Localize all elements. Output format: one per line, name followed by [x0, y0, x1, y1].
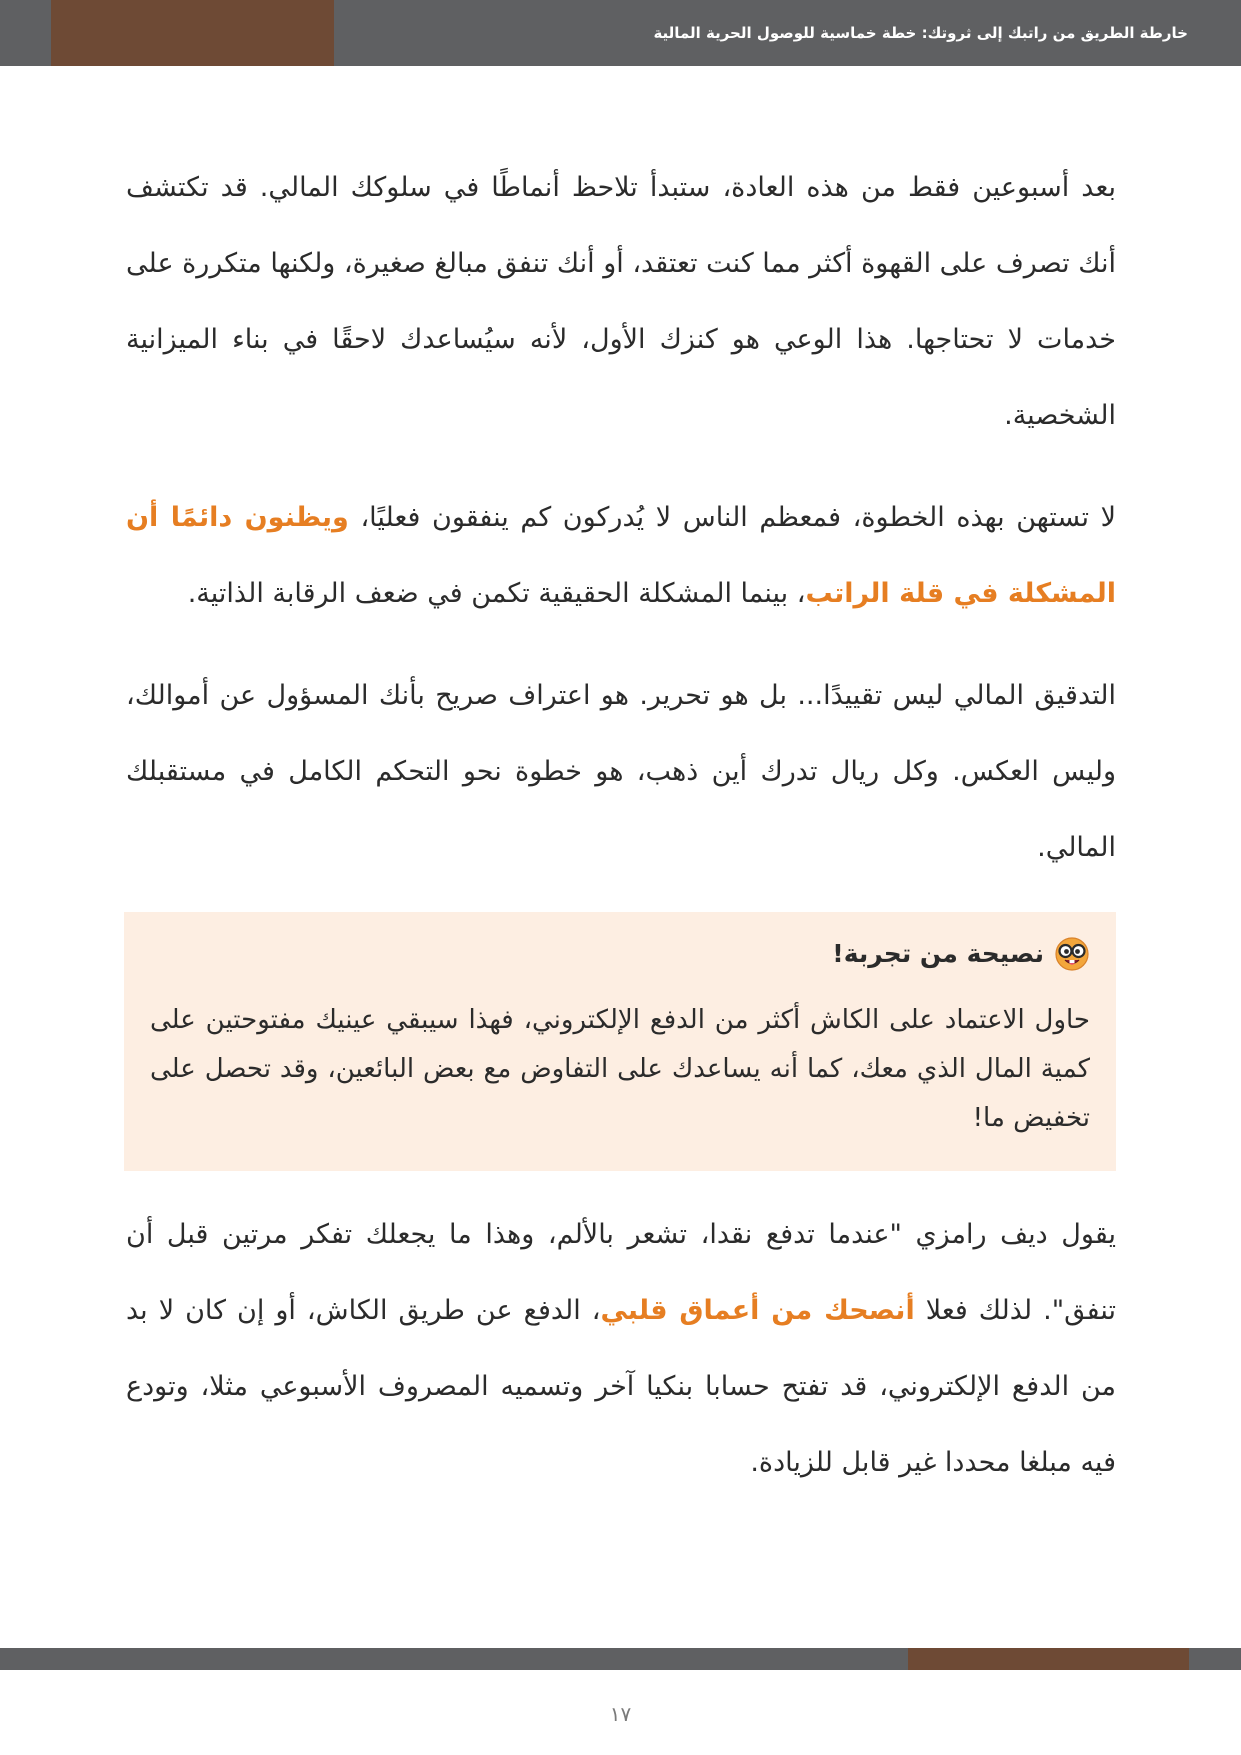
- paragraph-dave-ramsey-quote: [126, 1197, 1116, 1501]
- tip-title-text: نصيحة من تجربة!: [832, 939, 1044, 968]
- paragraph-habit-patterns: بعد أسبوعين فقط من هذه العادة، ستبدأ تلاحظ أنماطًا في سلوكك المالي. قد تكتشف أنك تصرف على القهوة أكثر مما كنت تعتقد، أو أنك تنفق مبالغ صغيرة، ولكنها متكررة على خدمات لا تحتاجها. هذا الوعي هو كنزك الأول، لأنه سيُساعدك لاحقًا في بناء الميزانية الشخصية.: [126, 172, 1116, 431]
- highlighted-phrase: أنصحك من أعماق قلبي: [600, 1295, 915, 1326]
- paragraph-dont-underestimate: [126, 480, 1116, 632]
- nerd-face-icon: [1054, 936, 1090, 972]
- highlighted-phrase: ويظنون دائمًا أن المشكلة في قلة الراتب: [126, 502, 1116, 609]
- tip-title: [150, 934, 1090, 974]
- running-header-title: خارطة الطريق من راتبك إلى ثروتك: خطة خماسية للوصول الحرية المالية: [653, 24, 1188, 42]
- footer-accent-block: [908, 1648, 1189, 1670]
- page-number: ١٧: [609, 1702, 632, 1726]
- paragraph-text: لا تستهن بهذه الخطوة، فمعظم الناس لا يُدركون كم ينفقون فعليًا،: [348, 502, 1116, 533]
- paragraph-audit-freedom: التدقيق المالي ليس تقييدًا... بل هو تحرير. هو اعتراف صريح بأنك المسؤول عن أموالك، وليس العكس. وكل ريال تدرك أين ذهب، هو خطوة نحو التحكم الكامل في مستقبلك المالي.: [126, 680, 1116, 863]
- paragraph-text: ، الدفع عن طريق الكاش، أو إن كان لا بد من الدفع الإلكتروني، قد تفتح حسابا بنكيا آخر وتسميه المصروف الأسبوعي مثلا، وتودع فيه مبلغا محددا غير قابل للزيادة.: [126, 1295, 1116, 1478]
- header-accent-block: [51, 0, 334, 66]
- tip-box: [124, 912, 1116, 1171]
- tip-body: حاول الاعتماد على الكاش أكثر من الدفع الإلكتروني، فهذا سيبقي عينيك مفتوحتين على كمية المال الذي معك، كما أنه يساعدك على التفاوض مع بعض البائعين، وقد تحصل على تخفيض ما!: [150, 1005, 1090, 1133]
- page-content: [126, 150, 1116, 1501]
- paragraph-text: يقول ديف رامزي "عندما تدفع نقدا، تشعر بالألم، وهذا ما يجعلك تفكر مرتين قبل أن تنفق". لذلك فعلا: [126, 1219, 1116, 1326]
- paragraph-text: ، بينما المشكلة الحقيقية تكمن في ضعف الرقابة الذاتية.: [187, 578, 806, 609]
